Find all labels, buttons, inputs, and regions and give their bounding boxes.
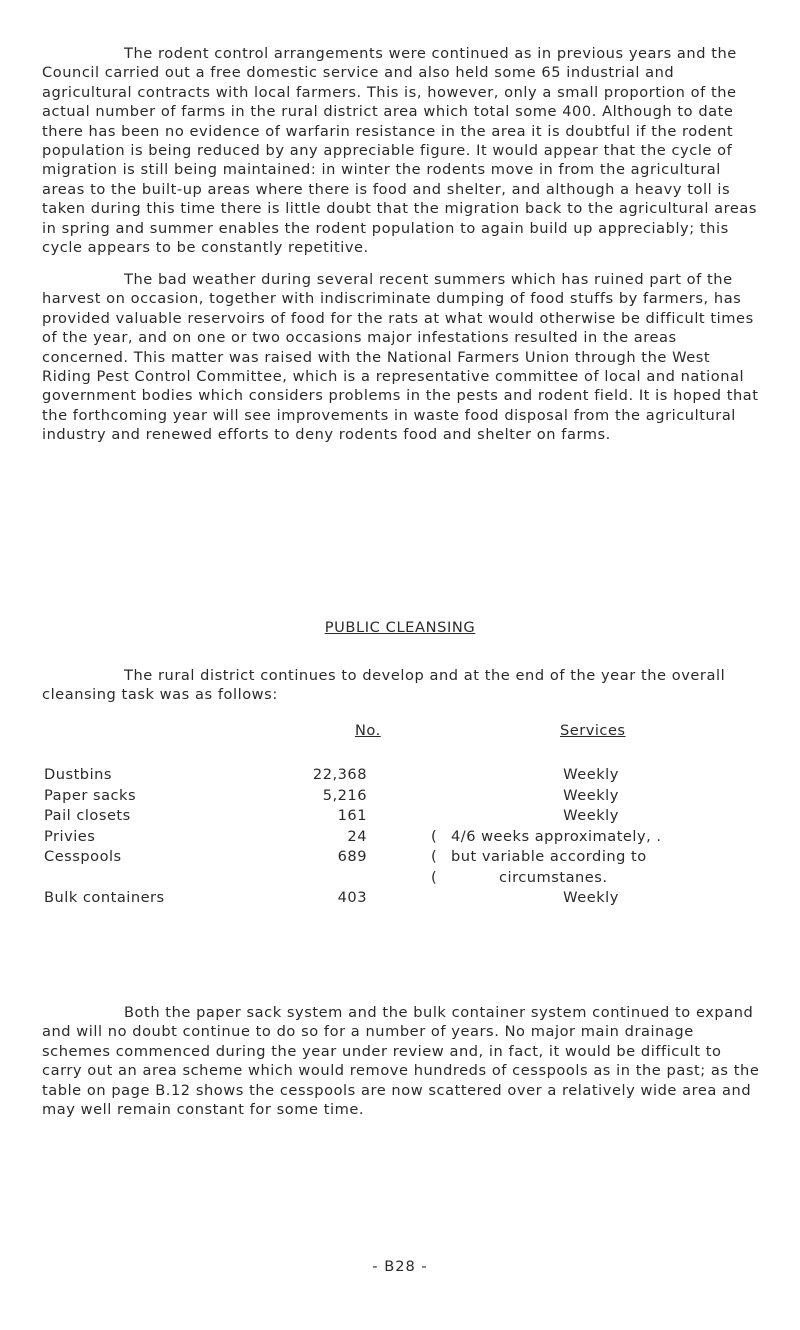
row-service (367, 889, 771, 910)
cleansing-intro-paragraph: The rural district continues to develop and at the end of the year the overall cleansing task was as follows: (42, 667, 726, 704)
table-row (44, 766, 771, 787)
table-row (44, 807, 771, 828)
bad-weather-paragraph: The bad weather during several recent summers which has ruined part of the harvest on occasion, together with indiscriminate dumping of food stuffs by farmers, has provided valuable reservoirs of food for the rats at what would otherwise be difficult times of the year, and on one or two occasions major infestations resulted in the areas concerned. This matter was raised with the National Farmers Union through the West Riding Pest Control Committee, which is a representative committee of local and national government bodies which considers problems in the pests and rodent field. It is hoped that the forthcoming year will see improvements in waste food disposal from the agricultural industry and renewed efforts to deny rodents food and shelter on farms. (42, 271, 759, 444)
row-item (44, 869, 249, 890)
row-service (367, 807, 771, 828)
column-header-services: Services (560, 722, 626, 739)
row-item: Dustbins (44, 766, 112, 783)
rodent-control-paragraph: The rodent control arrangements were continued as in previous years and the Council carried out a free domestic service and also held some 65 industrial and agricultural contracts with local farmers. This is, however, only a small proportion of the actual number of farms in the rural district area which total some 400. Although to date there has been no evidence of warfarin resistance in the area it is doubtful if the rodent population is being reduced by any appreciable figure. It would appear that the cycle of migration is still being maintained: in winter the rodents move in from the agricultural areas to the built-up areas where there is food and shelter, and although a heavy toll is taken during this time there is little doubt that the migration back to the agricultural areas in spring and summer enables the rodent population to again build up appreciably; this cycle appears to be constantly repetitive. (42, 45, 758, 257)
row-number: 5,216 (322, 786, 367, 804)
table-row (44, 889, 771, 910)
row-service (367, 787, 771, 808)
row-item: Paper sacks (44, 786, 137, 804)
table-row (44, 828, 771, 849)
row-item: Bulk containers (44, 889, 165, 906)
row-service (367, 766, 771, 787)
row-service (367, 848, 771, 869)
service-text: Weekly (563, 807, 619, 824)
row-number: 22,368 (312, 766, 367, 783)
column-header-no: No. (355, 722, 381, 739)
bracket: ( (431, 868, 438, 886)
row-service (367, 869, 771, 890)
section-heading: PUBLIC CLEANSING (324, 619, 476, 636)
row-number: 403 (337, 889, 367, 906)
cleansing-table (44, 766, 771, 910)
row-number: 161 (337, 807, 367, 824)
row-number: 24 (347, 827, 367, 845)
row-service (367, 828, 771, 849)
bracket: ( (431, 827, 438, 845)
paper-sack-paragraph: Both the paper sack system and the bulk container system continued to expand and will no doubt continue to do so for a number of years. No major main drainage schemes commenced during the year under review and, in fact, it would be difficult to carry out an area scheme which would remove hundreds of cesspools as in the past; as the table on page B.12 shows the cesspools are now scattered over a relatively wide area and may well remain constant for some time. (42, 1004, 760, 1119)
service-text: circumstanes. (499, 868, 608, 886)
bracket: ( (431, 848, 438, 865)
service-text: but variable according to (451, 848, 647, 865)
row-item: Pail closets (44, 807, 131, 824)
service-text: Weekly (563, 786, 619, 804)
service-text: Weekly (563, 766, 619, 783)
table-row (44, 869, 771, 890)
service-text: 4/6 weeks approximately, . (451, 827, 662, 845)
table-row (44, 787, 771, 808)
row-item: Cesspools (44, 848, 122, 865)
page-number: - B28 - (372, 1258, 428, 1275)
row-item: Privies (44, 827, 96, 845)
row-number: 689 (337, 848, 367, 865)
service-text: Weekly (563, 889, 619, 906)
table-row (44, 848, 771, 869)
row-number (249, 869, 367, 890)
